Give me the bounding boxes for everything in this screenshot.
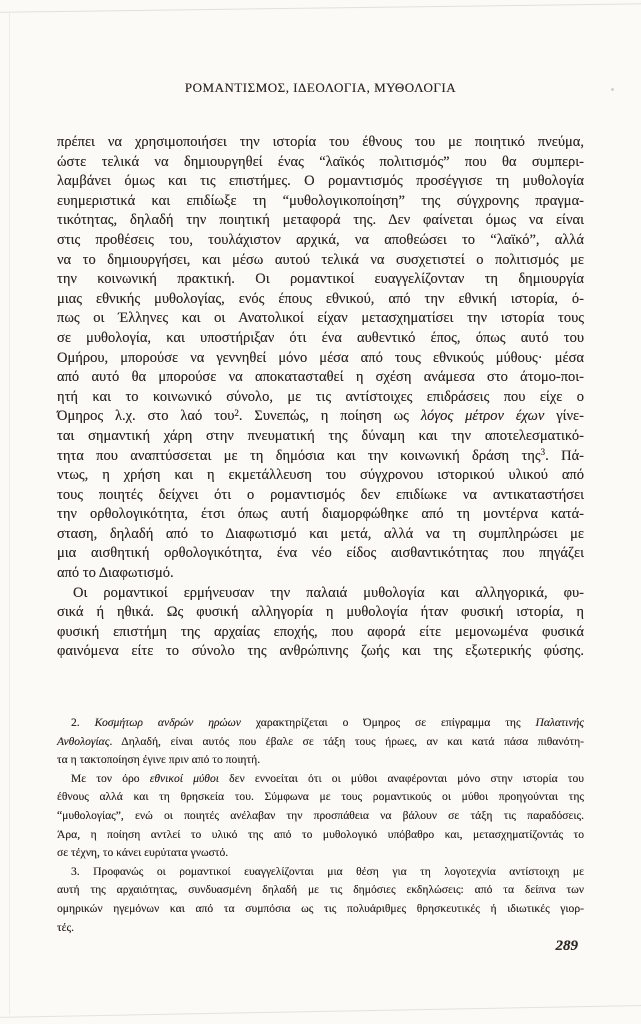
- text-segment: σταση, δηλαδή από το Διαφωτισμό και μετά, αλλά να τη συμπληρώσει με: [57, 525, 584, 542]
- text-segment: την κοινωνική πρακτική. Οι ρομαντικοί ευαγγελίζονταν τη δημιουργία: [57, 271, 584, 288]
- text-line: [57, 192, 584, 212]
- text-line: [57, 231, 584, 251]
- text-segment: μιας εθνικής μυθολογίας, ενός έπους εθνικού, από την εθνική ιστορία, ό-: [57, 290, 584, 307]
- text-segment: από αυτό θα μπορούσε να αποκατασταθεί η σχέση ανάμεσα στο άτομο-ποι-: [57, 369, 584, 386]
- running-head: [57, 80, 584, 96]
- scan-edge-bottom: [0, 1004, 641, 1018]
- text-line: [57, 211, 584, 231]
- footnote-line: [57, 714, 584, 733]
- text-segment: ντως, η χρήση και η εκμετάλλευση του σύγχρονου ιστορικού υλικού από: [57, 467, 584, 484]
- text-segment: ομηρικών ηγεμόνων και από τα συμπόσια ως τις πολυάριθμες θρησκευτικές ή ιδιωτικές γιορ-: [57, 901, 584, 915]
- text-segment: τους ποιητές δείχνει ότι ο ρομαντισμός δεν επιδίωκε να αντικαταστήσει: [57, 486, 584, 503]
- footnote-line: [57, 807, 584, 826]
- text-segment: να το δημιουργήσει, και μέσω αυτού τελικά να συσχετιστεί ο πολιτισμός με: [57, 251, 584, 268]
- text-segment: ώστε τελικά να δημιουργηθεί ένας “λαϊκός πολιτισμός” που θα συμπερι-: [57, 153, 584, 170]
- text-line: [57, 172, 584, 192]
- text-segment: έθνους αλλά και τη θρησκεία του. Σύμφωνα με τους ρομαντικούς οι μύθοι προηγούνται της: [57, 790, 584, 804]
- text-segment: τητα που αναπτύσσεται με τη δημόσια και την κοινωνική δράση της: [57, 447, 541, 464]
- text-segment: 3. Προφανώς οι ρομαντικοί ευαγγελίζονται μια θέση για τη λογοτεχνία αντίστοιχη με: [71, 864, 584, 878]
- text-line: [57, 309, 584, 329]
- text-segment: τές.: [57, 920, 75, 934]
- text-segment: μια αισθητική ορθολογικότητα, ένα νέο είδος αισθαντικότητας που πηγάζει: [57, 545, 584, 562]
- text-segment: . Πά-: [545, 447, 584, 464]
- text-segment: ευημεριστικά και επιδίωξε τη “μυθολογικοποίηση” της σύγχρονης πραγμα-: [57, 192, 584, 209]
- footnote-line: [57, 826, 584, 845]
- text-line: [57, 505, 584, 525]
- text-segment: Ανθολογίας: [57, 734, 110, 748]
- text-line: [57, 427, 584, 447]
- text-segment: σε μυθολογία, και υποστήριξαν ότι ένα αυθεντικό έπος, όπως αυτό του: [57, 329, 584, 346]
- text-line: [57, 349, 584, 369]
- footnote-line: [57, 881, 584, 900]
- text-segment: ται σημαντική χάρη στην πνευματική της δύναμη και την αποτελεσματικό-: [57, 427, 584, 444]
- text-segment: . Συνεπώς, η ποίηση ως: [238, 408, 421, 425]
- text-segment: αυτή της αρχαιότητας, συνδυασμένη δηλαδή με τις δημόσιες εκδηλώσεις: από τα δείπνα των: [57, 883, 584, 897]
- text-line: [57, 270, 584, 290]
- text-line: [57, 153, 584, 173]
- footnote-ref: 3: [540, 447, 546, 458]
- text-line: [57, 329, 584, 349]
- text-segment: χαρακτηρίζεται ο Όμηρος σε επίγραμμα της: [240, 716, 536, 729]
- text-segment: δεν εννοείται ότι οι μύθοι αναφέρονται μόνο στην ιστορία του: [218, 771, 584, 785]
- page-title: ΡΟΜΑΝΤΙΣΜΟΣ, ΙΔΕΟΛΟΓΙΑ, ΜΥΘΟΛΟΓΙΑ: [184, 80, 457, 95]
- text-line: [57, 447, 584, 467]
- page-number: 289: [555, 938, 578, 954]
- text-line: [57, 642, 584, 662]
- text-line: [57, 544, 584, 564]
- text-line: [57, 251, 584, 271]
- footnotes: [57, 714, 584, 937]
- text-segment: γίνε-: [544, 408, 584, 425]
- text-line: [57, 368, 584, 388]
- text-segment: από το Διαφωτισμό.: [57, 565, 174, 582]
- text-segment: πρέπει να χρησιμοποιήσει την ιστορία του έθνους του με ποιητικό πνεύμα,: [57, 134, 584, 150]
- text-segment: τικότητας, δηλαδή την ποιητική μεταφορά της. Δεν φαίνεται όμως να είναι: [57, 212, 584, 229]
- text-line: [57, 623, 584, 643]
- text-line: [57, 486, 584, 506]
- scan-speck: [611, 88, 614, 91]
- text-line: [57, 466, 584, 486]
- text-segment: Άρα, η ποίηση αντλεί το υλικό της από το μυθολογικό υπόβαθρο και, μετασχηματίζοντάς το: [57, 827, 584, 841]
- text-segment: την ορθολογικότητα, έτσι όπως αυτή διαμορφώθηκε από τη μοντέρνα κατά-: [57, 506, 584, 523]
- scan-edge-top: [0, 3, 641, 13]
- text-segment: στις προθέσεις του, τουλάχιστον αρχικά, να αποθεώσει το “λαϊκό”, αλλά: [57, 231, 584, 248]
- text-line: [57, 564, 584, 584]
- text-line: [57, 603, 584, 623]
- text-segment: Ομήρου, μπορούσε να γεννηθεί μόνο μέσα από τους εθνικούς μύθους· μέσα: [57, 349, 584, 366]
- text-segment: Κοσμήτωρ ανδρών ηρώων: [94, 716, 241, 729]
- text-segment: τα η τακτοποίηση έγινε πριν από το ποιητή.: [57, 753, 261, 767]
- text-segment: φυσική επιστήμη της αρχαίας εποχής, που αφορά είτε μεμονωμένα φυσικά: [57, 623, 584, 640]
- text-segment: ητή και το κοινωνικό σύνολο, με τις αντίστοιχες επιδράσεις που είχε ο: [57, 388, 584, 405]
- footnote-line: [57, 788, 584, 807]
- text-line: [57, 290, 584, 310]
- text-line: [57, 584, 584, 604]
- text-segment: . Δηλαδή, είναι αυτός που έβαλε σε τάξη τους ήρωες, αν και κατά πάσα πιθανότη-: [109, 734, 584, 748]
- body-text: [57, 133, 584, 662]
- scan-edge-left: [9, 11, 10, 1015]
- text-line: [57, 388, 584, 408]
- text-segment: σε τέχνη, το κάνει ευρύτατα γνωστό.: [57, 846, 229, 860]
- text-segment: Με τον όρο: [71, 771, 150, 785]
- footnote-line: [57, 863, 584, 882]
- text-segment: εθνικοί μύθοι: [149, 771, 219, 785]
- footnote-line: [57, 751, 584, 770]
- footnote-line: [57, 844, 584, 863]
- text-segment: “μυθολογίας”, ενώ οι ποιητές ανέλαβαν την προσπάθεια να βάλουν σε τάξη τις παραδόσεις.: [57, 808, 584, 822]
- text-segment: φαινόμενα είτε το σύνολο της ανθρώπινης ζωής και της εξωτερικής φύσης.: [57, 643, 584, 660]
- footnote-ref: 2: [234, 408, 239, 419]
- footnote-line: [57, 770, 584, 789]
- footnote-line: [57, 900, 584, 919]
- text-segment: λόγος μέτρον έχων: [420, 408, 545, 425]
- text-line: [57, 525, 584, 545]
- footnote-line: [57, 733, 584, 752]
- text-segment: λαμβάνει όμως και τις επιστήμες. Ο ρομαντισμός προσέγγισε τη μυθολογία: [57, 173, 584, 190]
- footnote-line: [57, 919, 584, 938]
- text-line: [57, 407, 584, 427]
- text-segment: σικά ή ηθικά. Ως φυσική αλληγορία η μυθολογία ήταν φυσική ιστορία, η: [57, 604, 584, 621]
- text-segment: Παλατινής: [535, 716, 584, 729]
- text-segment: Όμηρος λ.χ. στο λαό του: [57, 408, 235, 425]
- text-segment: πως οι Έλληνες και οι Ανατολικοί είχαν μετασχηματίσει την ιστορία τους: [57, 310, 584, 327]
- text-segment: Οι ρομαντικοί ερμήνευσαν την παλαιά μυθολογία και αλληγορικά, φυ-: [73, 584, 584, 601]
- text-line: [57, 133, 584, 153]
- text-segment: 2.: [71, 716, 95, 729]
